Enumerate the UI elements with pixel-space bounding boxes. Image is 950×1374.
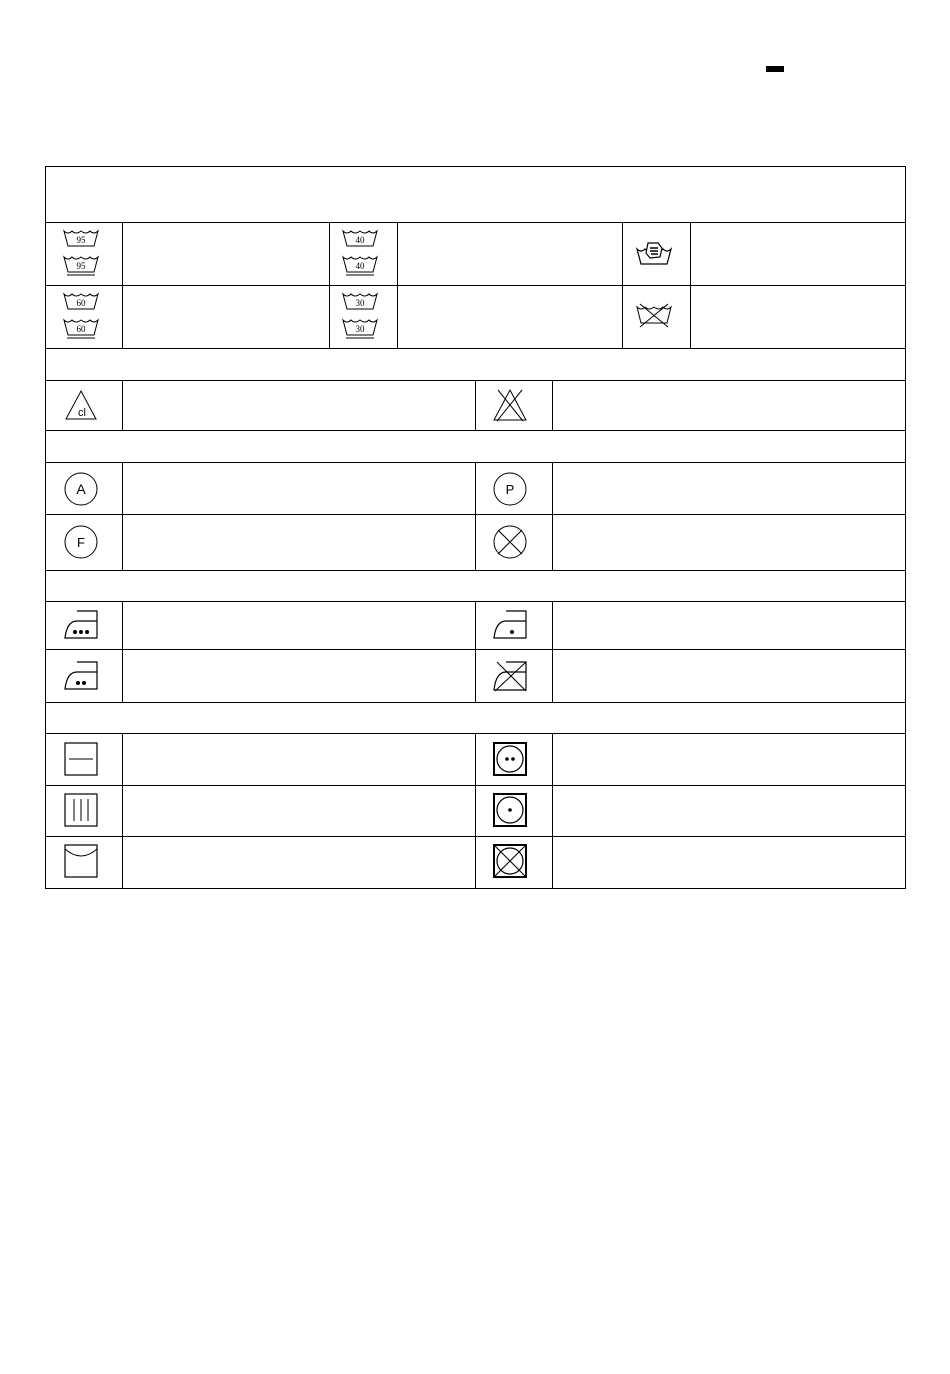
col-divider <box>475 733 476 889</box>
row-divider <box>46 570 905 571</box>
dry-clean-p-icon <box>492 471 528 507</box>
washtub-95-gentle-icon <box>63 255 99 279</box>
do-not-wash-icon <box>636 303 672 329</box>
svg-text:40: 40 <box>355 261 365 271</box>
svg-text:60: 60 <box>76 324 86 334</box>
svg-text:P: P <box>505 482 515 497</box>
header-dash-mark <box>766 66 784 72</box>
row-divider <box>46 222 905 223</box>
col-divider <box>122 462 123 570</box>
row-divider <box>46 285 905 286</box>
col-divider <box>552 733 553 889</box>
col-divider <box>552 601 553 702</box>
svg-text:95: 95 <box>76 261 86 271</box>
washtub-60-icon <box>63 292 99 312</box>
washtub-40-gentle-icon <box>342 255 378 279</box>
iron-medium-icon <box>63 658 99 692</box>
dry-clean-f-icon <box>63 524 99 560</box>
col-divider <box>475 380 476 430</box>
tumble-dry-low-icon <box>492 792 528 828</box>
col-divider <box>122 380 123 430</box>
washtub-60-gentle-icon <box>63 318 99 342</box>
washtub-95-icon <box>63 229 99 249</box>
row-divider <box>46 348 905 349</box>
dry-flat-icon <box>63 741 99 777</box>
col-divider <box>622 222 623 348</box>
washtub-30-gentle-icon <box>342 318 378 342</box>
row-divider <box>46 430 905 431</box>
tumble-dry-normal-icon <box>492 741 528 777</box>
svg-text:60: 60 <box>76 298 86 308</box>
washtub-30-icon <box>342 292 378 312</box>
row-divider <box>46 702 905 703</box>
col-divider <box>552 380 553 430</box>
svg-text:A: A <box>76 481 86 497</box>
col-divider <box>475 462 476 570</box>
col-divider <box>690 222 691 348</box>
col-divider <box>397 222 398 348</box>
do-not-iron-icon <box>492 658 528 694</box>
col-divider <box>122 733 123 889</box>
col-divider <box>552 462 553 570</box>
do-not-tumble-dry-icon <box>492 843 528 879</box>
iron-low-icon <box>492 607 528 641</box>
bleach-chlorine-icon <box>64 389 98 421</box>
svg-text:95: 95 <box>76 235 86 245</box>
care-symbols-table <box>45 166 906 889</box>
col-divider <box>122 222 123 348</box>
svg-text:30: 30 <box>355 298 365 308</box>
col-divider <box>475 601 476 702</box>
washtub-40-icon <box>342 229 378 249</box>
iron-high-icon <box>63 607 99 641</box>
hand-wash-icon <box>636 239 672 267</box>
drip-dry-icon <box>63 792 99 828</box>
dry-clean-a-icon <box>63 471 99 507</box>
col-divider <box>122 601 123 702</box>
line-dry-icon <box>63 843 99 879</box>
svg-text:30: 30 <box>355 324 365 334</box>
do-not-dry-clean-icon <box>492 524 528 560</box>
svg-text:F: F <box>77 535 85 550</box>
svg-text:cl: cl <box>78 407 86 419</box>
do-not-bleach-icon <box>492 387 528 423</box>
svg-text:40: 40 <box>355 235 365 245</box>
col-divider <box>329 222 330 348</box>
